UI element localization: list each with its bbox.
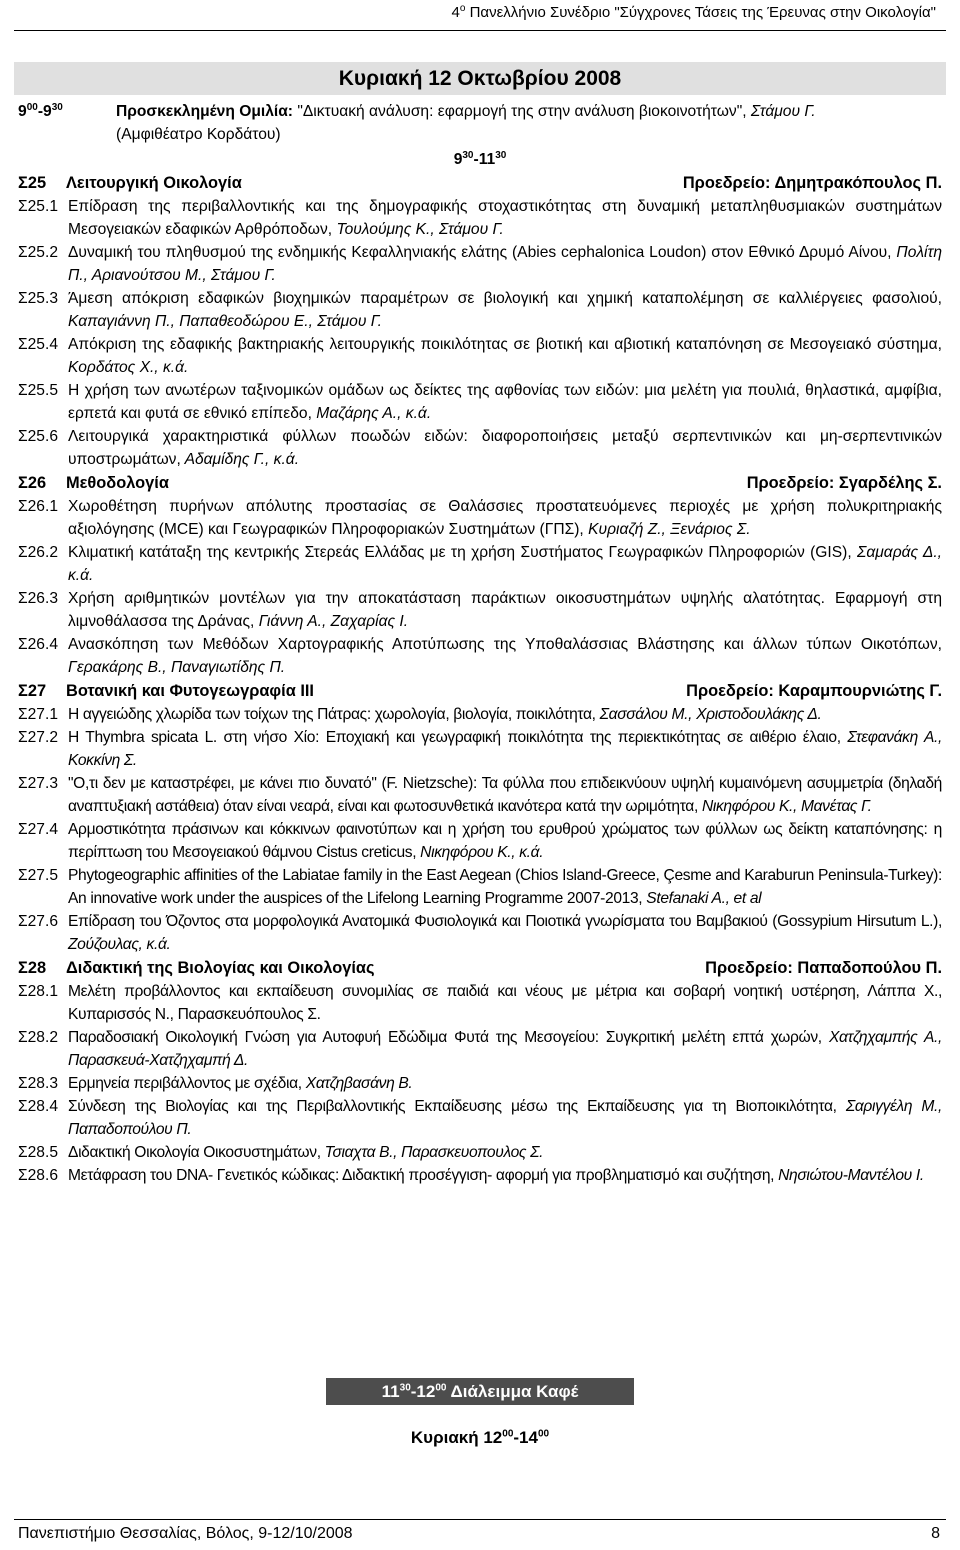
paper-number: Σ28.2	[18, 1029, 58, 1046]
paper-item	[18, 772, 942, 818]
session-header	[18, 679, 942, 703]
paper-item	[18, 425, 942, 471]
paper-entry	[68, 1095, 942, 1141]
paper-title: Δυναμική του πληθυσμού της ενδημικής Κεφαλληνιακής ελάτης (Abies cephalonica Loudon) στον Εθνικό Δρυμό Αίνου,	[68, 244, 892, 261]
plenary-label: Προσκεκλημένη Ομιλία:	[116, 103, 293, 120]
paper-number: Σ26.3	[18, 590, 58, 607]
paper-title: Άμεση απόκριση εδαφικών βιοχημικών παραμέτρων σε βιολογική και χημική καταπολέμηση σε καλλιέργειες φασολιού,	[68, 290, 942, 307]
paper-authors: Κυριαζή Ζ., Ξενάριος Σ.	[583, 521, 751, 538]
session-heading	[18, 679, 314, 703]
paper-title: Phytogeographic affinities of the Labiatae family in the East Aegean (Chios Island-Greece, Çesme and Karaburun Peninsula-Turkey): An innovative work under the auspices of the Lifelong Learning Programme 2007-2013,	[68, 867, 942, 907]
paper-entry	[68, 1164, 942, 1187]
paper-number: Σ27.3	[18, 775, 58, 792]
session-code: Σ27	[18, 682, 47, 700]
paper-authors: Μαζάρης Α., κ.ά.	[311, 405, 432, 422]
plenary-speaker: Στάμου Γ.	[746, 103, 816, 120]
paper-number: Σ27.2	[18, 729, 58, 746]
paper-authors: Τουλούμης Κ., Στάμου Γ.	[332, 221, 504, 238]
plenary-description	[116, 100, 942, 146]
paper-entry	[68, 633, 942, 679]
paper-title: Αρμοστικότητα πράσινων και κόκκινων φαινοτύπων και η χρήση του ερυθρού χρώματος των φύλλων ως δείκτη καταπόνησης: η περίπτωση του Μεσογειακού θάμνου Cistus creticus,	[68, 821, 942, 861]
paper-item	[18, 703, 942, 726]
paper-entry	[68, 241, 942, 287]
paper-item	[18, 1072, 942, 1095]
session-chair: Προεδρείο: Καραμπουρνιώτης Γ.	[686, 682, 942, 700]
paper-authors: Νησιώτου-Μαντέλου Ι.	[774, 1167, 924, 1184]
paper-number: Σ28.3	[18, 1075, 58, 1092]
paper-title: Η χρήση των ανωτέρων ταξινομικών ομάδων ως δείκτες της αφθονίας των ειδών: μια μελέτη για πουλιά, θηλαστικά, αμφίβια, ερπετά και φυτά σε εθνικό επίπεδο,	[68, 382, 942, 422]
paper-item	[18, 910, 942, 956]
plenary-venue: (Αμφιθέατρο Κορδάτου)	[116, 126, 281, 143]
day-title: Κυριακή 12 Οκτωβρίου 2008	[14, 62, 946, 95]
paper-authors: Πολίτη Π., Αριανούτσου Μ., Στάμου Γ.	[68, 244, 942, 284]
paper-item	[18, 1095, 942, 1141]
paper-authors: Νικηφόρου Κ., Μανέτας Γ.	[697, 798, 872, 815]
session-chair: Προεδρείο: Δημητρακόπουλος Π.	[682, 174, 942, 192]
paper-entry	[68, 864, 942, 910]
paper-entry	[68, 818, 942, 864]
paper-number: Σ27.4	[18, 821, 58, 838]
session-slot-time: $9^{30}-11^{30}$	[453, 149, 507, 168]
paper-authors: Νικηφόρου Κ., κ.ά.	[416, 844, 544, 861]
paper-entry	[68, 726, 942, 772]
paper-item	[18, 818, 942, 864]
paper-number: Σ25.5	[18, 382, 58, 399]
paper-authors: Τσιαχτα Β., Παρασκευοπουλος Σ.	[320, 1144, 544, 1161]
paper-number: Σ27.1	[18, 706, 58, 723]
paper-authors: Γερακάρης Β., Παναγιωτίδης Π.	[68, 659, 286, 676]
session-title: Διδακτική της Βιολογίας και Οικολογίας	[66, 959, 375, 977]
paper-title: Ερμηνεία περιβάλλοντος με σχέδια,	[68, 1075, 302, 1092]
paper-item	[18, 379, 942, 425]
paper-entry	[68, 587, 942, 633]
session-heading	[18, 956, 375, 980]
session-heading	[18, 171, 242, 195]
paper-title: H Thymbra spicata L. στη νήσο Χίο: Εποχιακή και γεωγραφική ποικιλότητα της περιεκτικότητας σε αιθέριο έλαιο,	[68, 729, 841, 746]
paper-number: Σ25.4	[18, 336, 58, 353]
session-title: Μεθοδολογία	[66, 474, 169, 492]
paper-number: Σ26.2	[18, 544, 58, 561]
paper-number: Σ28.5	[18, 1144, 58, 1161]
paper-authors: Γιάννη Α., Ζαχαρίας Ι.	[254, 613, 409, 630]
paper-item	[18, 195, 942, 241]
footer-location: Πανεπιστήμιο Θεσσαλίας, Βόλος, 9-12/10/2008	[18, 1525, 353, 1542]
paper-title: Επίδραση του Όζοντος στα μορφολογικά Ανατομικά Φυσιολογικά και Ποιοτικά γνωρίσματα του Βαμβακιού (Gossypium Hirsutum L.),	[68, 913, 942, 930]
paper-item	[18, 1141, 942, 1164]
paper-authors: Stefanaki A., et al	[642, 890, 762, 907]
paper-authors: Καπαγιάννη Π., Παπαθεοδώρου Ε., Στάμου Γ.	[68, 313, 382, 330]
paper-entry	[68, 541, 942, 587]
paper-title: Λειτουργικά χαρακτηριστικά φύλλων ποωδών ειδών: διαφοροποιήσεις μεταξύ σερπεντινικών και μη-σερπεντινικών υποστρωμάτων,	[68, 428, 942, 468]
paper-entry	[68, 1072, 942, 1095]
paper-item	[18, 587, 942, 633]
paper-item	[18, 541, 942, 587]
paper-authors: Στεφανάκη Α., Κοκκίνη Σ.	[68, 729, 942, 769]
paper-entry	[68, 1141, 942, 1164]
paper-authors: Ζούζουλας, κ.ά.	[68, 936, 171, 953]
paper-number: Σ25.1	[18, 198, 58, 215]
paper-entry	[68, 195, 942, 241]
session-code: Σ25	[18, 174, 47, 192]
session-chair: Προεδρείο: Σγαρδέλης Σ.	[746, 474, 942, 492]
paper-authors: Χατζηχαμπής Α., Παρασκευά-Χατζηχαμπή Δ.	[68, 1029, 942, 1069]
paper-number: Σ25.3	[18, 290, 58, 307]
paper-entry	[68, 1026, 942, 1072]
paper-item	[18, 726, 942, 772]
paper-title: Παραδοσιακή Οικολογική Γνώση για Αυτοφυή Εδώδιμα Φυτά της Μεσογείου: Συγκριτική μελέτη επτά χωρών,	[68, 1029, 822, 1046]
paper-number: Σ27.6	[18, 913, 58, 930]
paper-entry	[68, 333, 942, 379]
paper-item	[18, 287, 942, 333]
paper-number: Σ26.4	[18, 636, 58, 653]
coffee-break: $11^{30}-12^{00}$ Διάλειμμα Καφέ	[326, 1378, 634, 1405]
paper-authors: Σασσάλου Μ., Χριστοδουλάκης Δ.	[595, 706, 822, 723]
paper-item	[18, 1026, 942, 1072]
session-header	[18, 956, 942, 980]
session-header	[18, 171, 942, 195]
paper-authors: Σαριγγέλη Μ., Παπαδοπούλου Π.	[68, 1098, 943, 1138]
session-code: Σ28	[18, 959, 47, 977]
paper-authors: Αδαμίδης Γ., κ.ά.	[180, 451, 300, 468]
paper-entry	[68, 910, 942, 956]
paper-title: Διδακτική Οικολογία Οικοσυστημάτων,	[68, 1144, 321, 1161]
plenary-talk: "Δικτυακή ανάλυση: εφαρμογή της στην ανάλυση βιοκοινοτήτων",	[292, 103, 747, 120]
footer-rule	[14, 1519, 946, 1520]
session-chair: Προεδρείο: Παπαδοπούλου Π.	[705, 959, 942, 977]
paper-authors: Σαμαράς Δ., κ.ά.	[68, 544, 942, 584]
paper-item	[18, 633, 942, 679]
session-heading	[18, 471, 169, 495]
sessions-list	[18, 171, 942, 1187]
paper-title: Χρήση αριθμητικών μοντέλων για την αποκατάσταση παράκτιων οικοσυστημάτων υψηλής αλατότητας. Εφαρμογή στη λιμνοθάλασσα της Δράνας,	[68, 590, 942, 630]
paper-number: Σ27.5	[18, 867, 58, 884]
paper-title: Ανασκόπηση των Μεθόδων Χαρτογραφικής Αποτύπωσης της Υποθαλάσσιας Βλάστησης και άλλων τύπων Οικοτόπων,	[68, 636, 942, 653]
paper-title: Μετάφραση του DNA- Γενετικός κώδικας: Διδακτική προσέγγιση- αφορμή για προβληματισμό και συζήτηση,	[68, 1167, 775, 1184]
session-code: Σ26	[18, 474, 47, 492]
header-rule	[14, 30, 946, 31]
plenary-time: $9^{00}-9^{30}$	[18, 101, 63, 120]
paper-item	[18, 980, 942, 1026]
paper-title: Η αγγειώδης χλωρίδα των τοίχων της Πάτρας: χωρολογία, βιολογία, ποικιλότητα,	[68, 706, 596, 723]
paper-entry	[68, 379, 942, 425]
paper-entry	[68, 980, 942, 1026]
paper-authors: Χατζηβασάνη Β.	[301, 1075, 413, 1092]
paper-entry	[68, 495, 942, 541]
paper-title: Σύνδεση της Βιολογίας και της Περιβαλλοντικής Εκπαίδευσης μέσω της Εκπαίδευσης για τη Βιοποικιλότητα,	[68, 1098, 837, 1115]
paper-authors: Κορδάτος Χ., κ.ά.	[68, 359, 189, 376]
session-title: Λειτουργική Οικολογία	[66, 174, 242, 192]
paper-number: Σ28.1	[18, 983, 58, 1000]
paper-title: Απόκριση της εδαφικής βακτηριακής λειτουργικής ποικιλότητας σε βιοτική και αβιοτική καταπόνηση σε Μεσογειακό σύστημα,	[68, 336, 942, 353]
plenary-row	[18, 100, 942, 146]
paper-entry	[68, 287, 942, 333]
paper-number: Σ25.6	[18, 428, 58, 445]
next-slot-time: Κυριακή $12^{00}-14^{00}$	[410, 1428, 550, 1447]
program-body	[18, 100, 942, 1187]
paper-number: Σ26.1	[18, 498, 58, 515]
paper-title: Επίδραση της περιβαλλοντικής και της δημογραφικής στοχαστικότητας στη δυναμική μεταπληθυσμιακών συστημάτων Μεσογειακών εδαφικών Αρθρόποδων,	[68, 198, 942, 238]
paper-number: Σ28.6	[18, 1167, 58, 1184]
paper-title: Κλιματική κατάταξη της κεντρικής Στερεάς Ελλάδας με τη χρήση Συστήματος Γεωγραφικών Πληροφοριών (GIS),	[68, 544, 852, 561]
session-title: Βοτανική και Φυτογεωγραφία ΙΙΙ	[66, 682, 314, 700]
paper-number: Σ28.4	[18, 1098, 58, 1115]
session-header	[18, 471, 942, 495]
paper-item	[18, 1164, 942, 1187]
paper-title: "Ο,τι δεν με καταστρέφει, με κάνει πιο δυνατό" (F. Nietzsche): Τα φύλλα που επιδεικνύουν υψηλή κυμαινόμενη ασυμμετρία (δηλαδή αναπτυξιακή αστάθεια) όταν είναι νεαρά, είναι και φωτοσυνθετικά ικανότερα κατά την ωριμότητα,	[68, 775, 942, 815]
paper-item	[18, 495, 942, 541]
paper-entry	[68, 772, 942, 818]
paper-item	[18, 333, 942, 379]
paper-item	[18, 241, 942, 287]
paper-title: Μελέτη προβάλλοντος και εκπαίδευση συνομιλίας σε παιδιά και νέους με μέτρια και σοβαρή νοητική υστέρηση, Λάππα Χ., Κυπαρισσός Ν., Παρασκευόπουλος Σ.	[68, 983, 942, 1023]
paper-entry	[68, 703, 942, 726]
paper-title: Χωροθέτηση πυρήνων απόλυτης προστασίας σε Θαλάσσιες προστατευόμενες περιοχές με χρήση πολυκριτηριακής αξιολόγησης (MCE) και Γεωγραφικών Πληροφοριακών Συστημάτων (ΓΠΣ),	[68, 498, 942, 538]
running-header: $4^o$ Πανελλήνιο Συνέδριο "Σύγχρονες Τάσεις της Έρευνας στην Οικολογία"	[451, 3, 936, 21]
paper-entry	[68, 425, 942, 471]
paper-item	[18, 864, 942, 910]
page-number: 8	[931, 1525, 940, 1542]
paper-number: Σ25.2	[18, 244, 58, 261]
